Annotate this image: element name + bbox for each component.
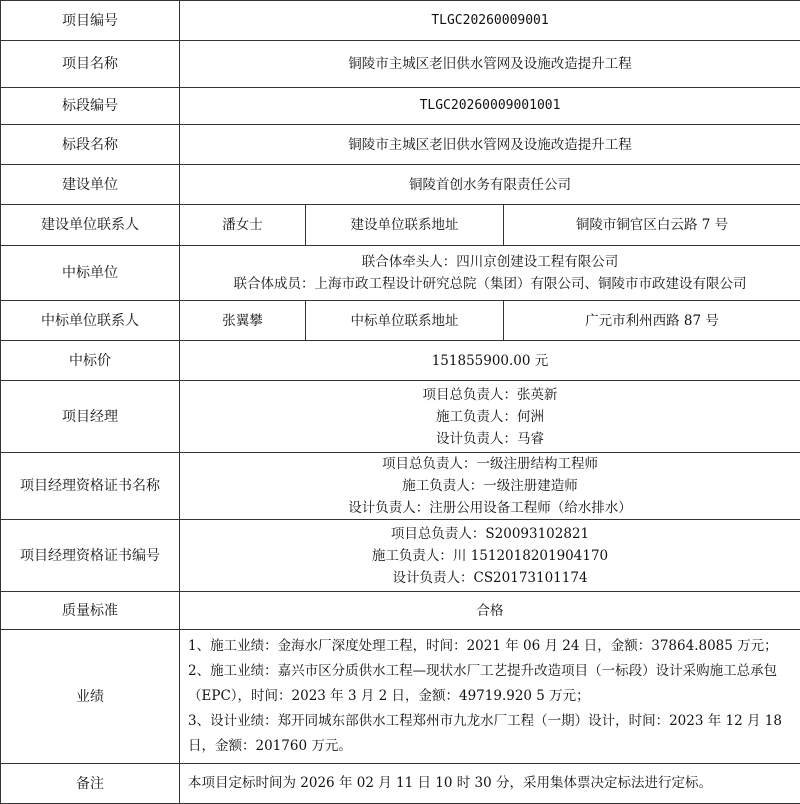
performance-value xyxy=(180,630,800,764)
row-project-name xyxy=(1,41,800,88)
winner-contact-label: 中标单位联系人 xyxy=(1,301,180,341)
quality-value: 合格 xyxy=(180,592,800,630)
price-label: 中标价 xyxy=(1,341,180,381)
manager-value xyxy=(180,381,800,453)
row-cert-name xyxy=(1,453,800,520)
row-owner-contact xyxy=(1,205,800,246)
project-no-label: 项目编号 xyxy=(1,1,180,41)
row-project-no xyxy=(1,1,800,41)
price-value: 151855900.00 元 xyxy=(180,341,800,381)
row-price xyxy=(1,341,800,381)
row-cert-no xyxy=(1,520,800,592)
row-manager xyxy=(1,381,800,453)
owner-address-label: 建设单位联系地址 xyxy=(306,205,504,246)
owner-contact-label: 建设单位联系人 xyxy=(1,205,180,246)
row-performance xyxy=(1,630,800,764)
remark-label: 备注 xyxy=(1,764,180,804)
project-name-label: 项目名称 xyxy=(1,41,180,88)
cert-name-line-3: 设计负责人：注册公用设备工程师（给水排水） xyxy=(184,497,796,519)
winner-address-label: 中标单位联系地址 xyxy=(306,301,504,341)
performance-item-2: 2、施工业绩：嘉兴市区分质供水工程—现状水厂工艺提升改造项目（一标段）设计采购施工总承包（EPC），时间：2023 年 3 月 2 日，金额：49719.920 5 万元； xyxy=(188,659,792,709)
cert-no-label: 项目经理资格证书编号 xyxy=(1,520,180,592)
owner-label: 建设单位 xyxy=(1,165,180,205)
winner-value xyxy=(180,246,800,301)
performance-label: 业绩 xyxy=(1,630,180,764)
owner-value: 铜陵首创水务有限责任公司 xyxy=(180,165,800,205)
project-no-value: TLGC20260009001 xyxy=(180,1,800,41)
cert-name-value xyxy=(180,453,800,520)
cert-name-line-1: 项目总负责人：一级注册结构工程师 xyxy=(184,453,796,475)
section-no-label: 标段编号 xyxy=(1,88,180,125)
owner-contact-name: 潘女士 xyxy=(180,205,306,246)
winner-address-value: 广元市利州西路 87 号 xyxy=(504,301,800,341)
section-name-label: 标段名称 xyxy=(1,125,180,165)
cert-no-line-1: 项目总负责人：S20093102821 xyxy=(184,523,796,545)
cert-no-line-2: 施工负责人：川 1512018201904170 xyxy=(184,545,796,567)
performance-item-3: 3、设计业绩：郑开同城东部供水工程郑州市九龙水厂工程（一期）设计，时间：2023 年 12 月 18 日，金额：201760 万元。 xyxy=(188,709,792,759)
row-winner-contact xyxy=(1,301,800,341)
cert-no-line-3: 设计负责人：CS20173101174 xyxy=(184,567,796,589)
manager-line-1: 项目总负责人：张英新 xyxy=(184,384,796,406)
row-winner xyxy=(1,246,800,301)
manager-line-3: 设计负责人：马睿 xyxy=(184,428,796,450)
cert-no-value xyxy=(180,520,800,592)
quality-label: 质量标准 xyxy=(1,592,180,630)
section-name-value: 铜陵市主城区老旧供水管网及设施改造提升工程 xyxy=(180,125,800,165)
row-remark xyxy=(1,764,800,804)
winner-members-line: 联合体成员：上海市政工程设计研究总院（集团）有限公司、铜陵市市政建设有限公司 xyxy=(184,273,796,295)
project-name-value: 铜陵市主城区老旧供水管网及设施改造提升工程 xyxy=(180,41,800,88)
performance-item-1: 1、施工业绩：金海水厂深度处理工程，时间：2021 年 06 月 24 日，金额：37864.8085 万元； xyxy=(188,634,792,659)
owner-address-value: 铜陵市铜官区白云路 7 号 xyxy=(504,205,800,246)
section-no-value: TLGC20260009001001 xyxy=(180,88,800,125)
row-section-no xyxy=(1,88,800,125)
cert-name-label: 项目经理资格证书名称 xyxy=(1,453,180,520)
row-owner xyxy=(1,165,800,205)
row-section-name xyxy=(1,125,800,165)
winner-lead-line: 联合体牵头人：四川京创建设工程有限公司 xyxy=(184,251,796,273)
winner-label: 中标单位 xyxy=(1,246,180,301)
manager-line-2: 施工负责人：何洲 xyxy=(184,406,796,428)
manager-label: 项目经理 xyxy=(1,381,180,453)
cert-name-line-2: 施工负责人：一级注册建造师 xyxy=(184,475,796,497)
remark-value: 本项目定标时间为 2026 年 02 月 11 日 10 时 30 分，采用集体票决定标法进行定标。 xyxy=(180,764,800,804)
row-quality xyxy=(1,592,800,630)
winner-contact-name: 张翼攀 xyxy=(180,301,306,341)
